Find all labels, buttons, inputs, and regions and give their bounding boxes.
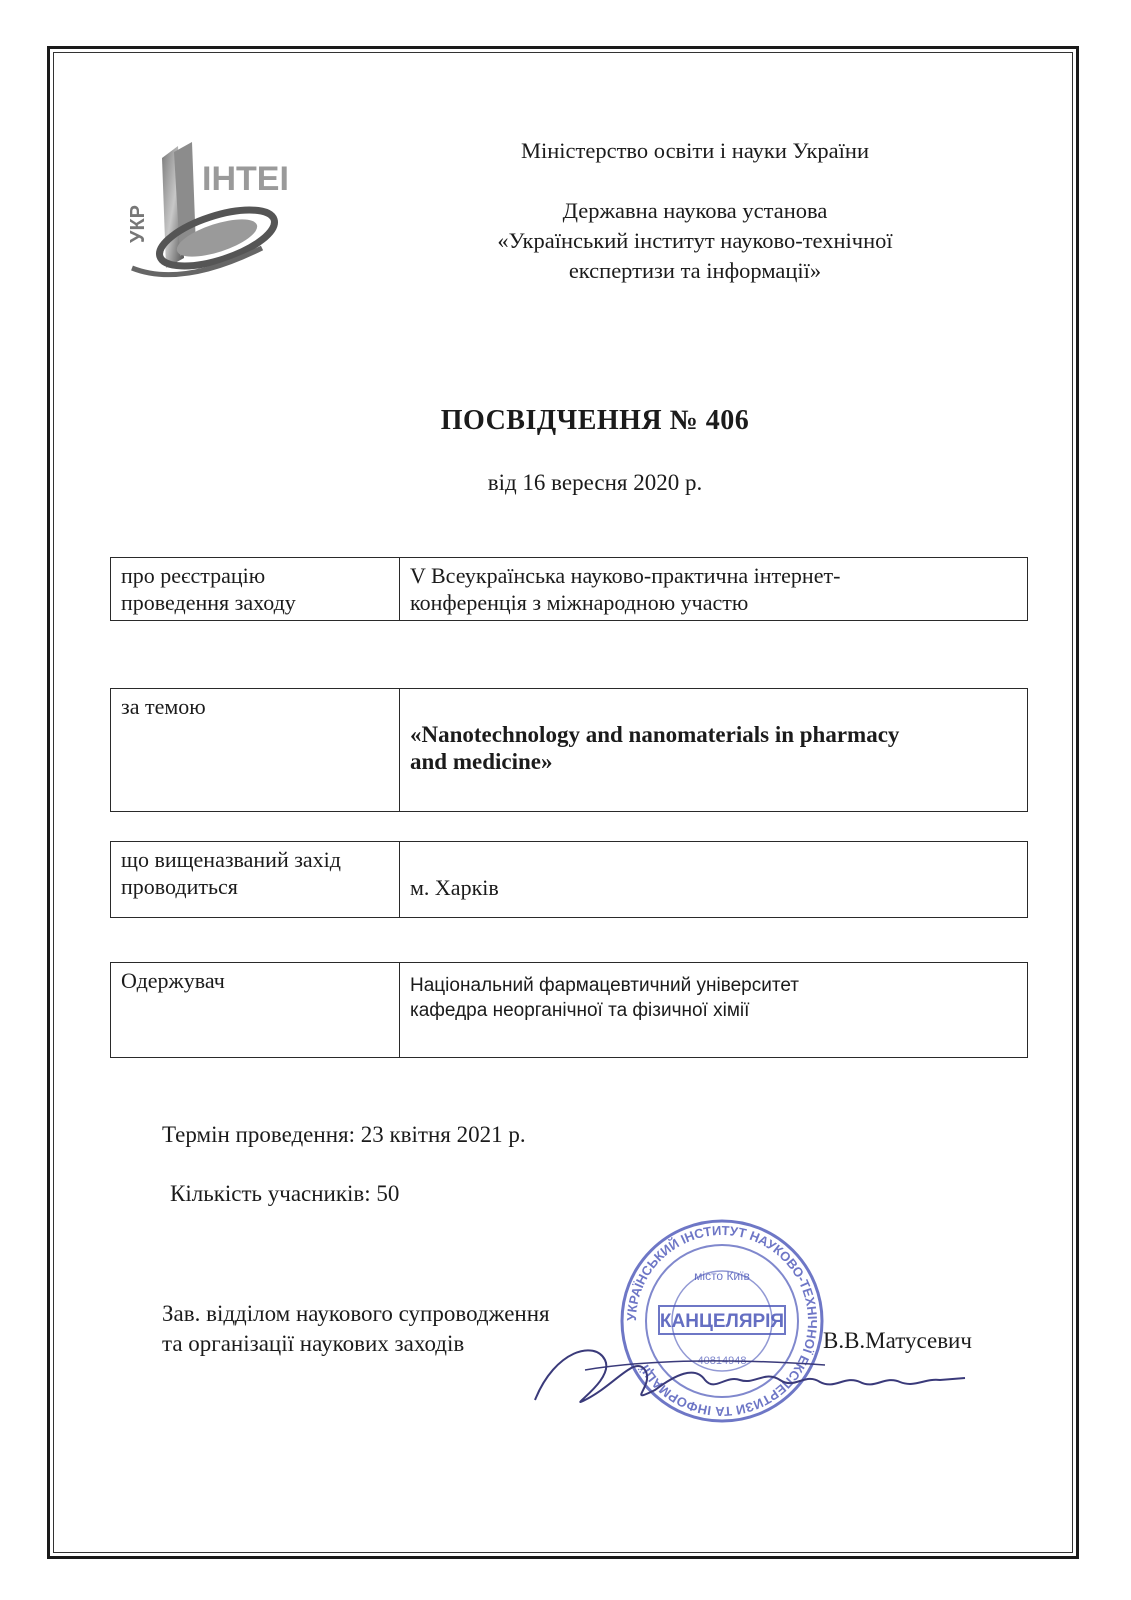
institution-type: Державна наукова установа xyxy=(562,198,828,223)
location-city: м. Харків xyxy=(410,875,499,900)
recipient-department: кафедра неорганічної та фізичної хімії xyxy=(410,1000,750,1021)
topic-table xyxy=(110,688,1028,812)
registration-label-line1: про реєстрацію xyxy=(121,563,266,588)
institution-name-line2: експертизи та інформації» xyxy=(568,258,822,283)
institute-logo xyxy=(122,138,312,288)
logo-side-text: УКР xyxy=(127,205,149,243)
registration-label-line2: проведення заходу xyxy=(121,590,296,615)
stamp-code: 40814948 xyxy=(697,1355,747,1367)
recipient-value xyxy=(400,963,1028,1058)
topic-value-line1: «Nanotechnology and nanomaterials in pharmacy xyxy=(410,722,900,747)
ministry-name: Міністерство освіти і науки України xyxy=(520,138,869,163)
recipient-university: Національний фармацевтичний університет xyxy=(410,975,799,996)
signatory-position-line2: та організації наукових заходів xyxy=(162,1331,465,1356)
stamp-center-text: КАНЦЕЛЯРІЯ xyxy=(659,1311,785,1332)
stamp-city: місто Київ xyxy=(694,1269,750,1283)
recipient-table xyxy=(110,962,1028,1058)
registration-label xyxy=(111,558,400,621)
registration-value xyxy=(400,558,1028,621)
location-label xyxy=(111,842,400,918)
event-term: Термін проведення: 23 квітня 2021 р. xyxy=(162,1122,526,1147)
registration-value-line2: конференція з міжнародною участю xyxy=(410,590,749,615)
certificate-title: ПОСВІДЧЕННЯ № 406 xyxy=(440,405,750,436)
logo-text: ІНТЕІ xyxy=(202,160,289,198)
certificate-date: від 16 вересня 2020 р. xyxy=(487,470,703,495)
location-value xyxy=(400,842,1028,918)
topic-label: за темою xyxy=(111,689,400,812)
registration-value-line1: V Всеукраїнська науково-практична інтернет- xyxy=(410,563,841,588)
location-table xyxy=(110,841,1028,918)
stamp-outer-text: УКРАЇНСЬКИЙ ІНСТИТУТ НАУКОВО-ТЕХНІЧНОЇ ЕКСПЕРТИЗИ ТА ІНФОРМАЦІЇ xyxy=(623,1222,821,1420)
topic-value-line2: and medicine» xyxy=(410,749,553,774)
participants-count: Кількість учасників: 50 xyxy=(170,1181,400,1206)
location-label-line1: що вищеназваний захід xyxy=(121,847,341,872)
recipient-label: Одержувач xyxy=(111,963,400,1058)
topic-value xyxy=(400,689,1028,812)
registration-table xyxy=(110,557,1028,621)
institution-name-line1: «Український інститут науково-технічної xyxy=(497,228,893,253)
signatory-name: В.В.Матусевич xyxy=(823,1328,972,1353)
signatory-position-line1: Зав. відділом наукового супроводження xyxy=(162,1301,550,1326)
location-label-line2: проводиться xyxy=(121,874,238,899)
